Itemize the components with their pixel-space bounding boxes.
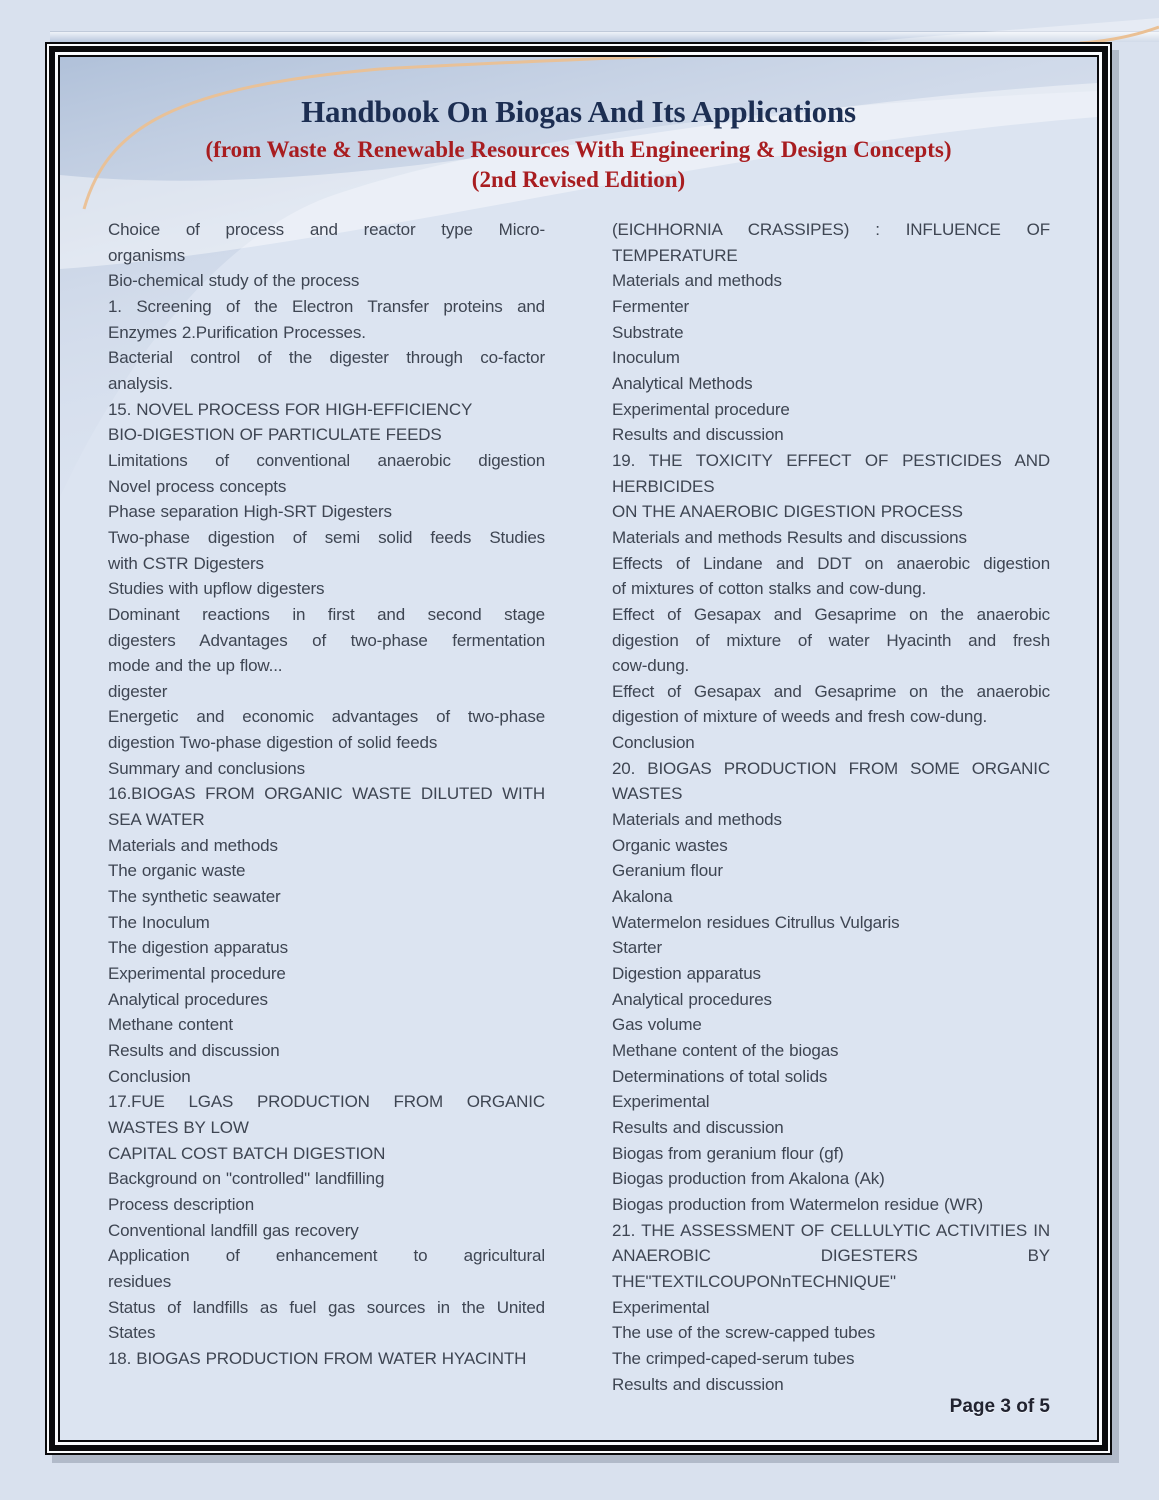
toc-line: mode and the up flow... — [108, 656, 283, 676]
toc-line: THE"TEXTILCOUPONnTECHNIQUE" — [612, 1271, 896, 1291]
toc-line: Application of enhancement to agricultural — [108, 1246, 545, 1266]
toc-line: Bio-chemical study of the process — [108, 271, 360, 291]
toc-line: WASTES — [612, 784, 683, 804]
toc-line: Digestion apparatus — [612, 964, 761, 984]
toc-line: Experimental procedure — [612, 399, 790, 419]
edition-line: (2nd Revised Edition) — [471, 167, 686, 192]
toc-line: States — [108, 1323, 156, 1343]
toc-line: Starter — [612, 938, 662, 958]
page-frame — [45, 42, 1112, 1455]
toc-line: ANAEROBIC DIGESTERS BY — [612, 1246, 1050, 1266]
toc-line: SEA WATER — [108, 810, 205, 830]
toc-line: Results and discussion — [612, 1374, 784, 1394]
toc-line: Akalona — [612, 887, 673, 907]
toc-line: The synthetic seawater — [108, 887, 281, 907]
toc-line: Fermenter — [612, 296, 690, 316]
toc-line: 17.FUE LGAS PRODUCTION FROM ORGANIC — [108, 1092, 545, 1112]
toc-line: BIO-DIGESTION OF PARTICULATE FEEDS — [108, 425, 442, 445]
toc-line: 18. BIOGAS PRODUCTION FROM WATER HYACINTH — [108, 1348, 527, 1368]
toc-line: Process description — [108, 1194, 254, 1214]
toc-line: The organic waste — [108, 861, 246, 881]
toc-line: 20. BIOGAS PRODUCTION FROM SOME ORGANIC — [612, 758, 1050, 778]
toc-line: Results and discussion — [108, 1041, 280, 1060]
toc-line: Methane content — [108, 1015, 233, 1035]
toc-line: Energetic and economic advantages of two-phase — [108, 707, 545, 727]
toc-line: Studies with upflow digesters — [108, 579, 325, 599]
toc-line: of mixtures of cotton stalks and cow-dung. — [612, 579, 927, 599]
page-frame-mid-border — [49, 46, 1108, 1451]
toc-line: Summary and conclusions — [108, 758, 305, 778]
toc-column-left — [108, 217, 545, 1397]
toc-line: Gas volume — [612, 1015, 702, 1035]
toc-line: The digestion apparatus — [108, 938, 288, 958]
toc-line: organisms — [108, 245, 186, 265]
toc-line: The Inoculum — [108, 912, 210, 932]
toc-line: Conclusion — [108, 1066, 191, 1086]
toc-line: residues — [108, 1271, 172, 1291]
toc-line: Inoculum — [612, 348, 680, 368]
toc-line: The use of the screw-capped tubes — [612, 1323, 876, 1343]
toc-line: Organic wastes — [612, 835, 728, 855]
toc-line: HERBICIDES — [612, 476, 715, 496]
toc-line: Choice of process and reactor type Micro- — [108, 220, 545, 239]
toc-line: Background on "controlled" landfilling — [108, 1169, 385, 1189]
toc-line: CAPITAL COST BATCH DIGESTION — [108, 1143, 386, 1163]
toc-line: Experimental — [612, 1297, 710, 1317]
page-title: Handbook On Biogas And Its Applications — [301, 94, 856, 129]
toc-line: Conclusion — [612, 733, 695, 753]
toc-line: TEMPERATURE — [612, 245, 738, 265]
toc-line: WASTES BY LOW — [108, 1117, 249, 1137]
toc-line: Novel process concepts — [108, 476, 287, 496]
toc-line: Watermelon residues Citrullus Vulgaris — [612, 912, 900, 932]
toc-line: Determinations of total solids — [612, 1066, 828, 1086]
toc-line: Effect of Gesapax and Gesaprime on the anaerobic — [612, 604, 1050, 624]
toc-line: Methane content of the biogas — [612, 1041, 839, 1060]
toc-line: Effects of Lindane and DDT on anaerobic digestion — [612, 553, 1050, 573]
toc-line: analysis. — [108, 373, 173, 393]
toc-line: Biogas production from Watermelon residue (WR) — [612, 1194, 983, 1214]
toc-line: Analytical procedures — [612, 989, 772, 1009]
toc-line: Enzymes 2.Purification Processes. — [108, 322, 366, 342]
toc-line: Bacterial control of the digester through co-factor — [108, 348, 545, 368]
toc-line: 15. NOVEL PROCESS FOR HIGH-EFFICIENCY — [108, 399, 473, 419]
toc-line: cow-dung. — [612, 656, 690, 676]
toc-line: digester — [108, 681, 168, 701]
toc-line: with CSTR Digesters — [108, 553, 264, 573]
toc-line: 1. Screening of the Electron Transfer proteins and — [108, 296, 545, 316]
toc-line: Effect of Gesapax and Gesaprime on the anaerobic — [612, 681, 1050, 701]
toc-columns — [108, 217, 1050, 1397]
toc-line: (EICHHORNIA CRASSIPES) : INFLUENCE OF — [612, 220, 1050, 239]
toc-line: Materials and methods — [612, 810, 782, 830]
toc-column-right — [612, 217, 1050, 1397]
page-subtitle: (from Waste & Renewable Resources With Engineering & Design Concepts) — [205, 137, 952, 162]
toc-line: Limitations of conventional anaerobic digestion — [108, 450, 545, 470]
toc-line: Analytical procedures — [108, 989, 268, 1009]
page-content-area — [58, 55, 1099, 1442]
toc-line: Materials and methods Results and discussions — [612, 527, 967, 547]
toc-line: Experimental — [612, 1092, 710, 1112]
toc-line: Conventional landfill gas recovery — [108, 1220, 359, 1240]
toc-line: Experimental procedure — [108, 964, 286, 984]
page-number-label: Page 3 of 5 — [949, 1396, 1050, 1417]
toc-line: digestion of mixture of water Hyacinth and fresh — [612, 630, 1050, 650]
toc-line: Results and discussion — [612, 1117, 784, 1137]
toc-line: Materials and methods — [108, 835, 278, 855]
toc-line: digesters Advantages of two-phase fermentation — [108, 630, 545, 650]
toc-line: 16.BIOGAS FROM ORGANIC WASTE DILUTED WITH — [108, 784, 545, 804]
toc-line: Geranium flour — [612, 861, 723, 881]
toc-line: Two-phase digestion of semi solid feeds Studies — [108, 527, 545, 547]
toc-line: Dominant reactions in first and second stage — [108, 604, 545, 624]
toc-line: Materials and methods — [612, 271, 782, 291]
toc-line: Results and discussion — [612, 425, 784, 445]
toc-line: Phase separation High-SRT Digesters — [108, 502, 392, 522]
toc-line: Substrate — [612, 322, 684, 342]
toc-line: digestion of mixture of weeds and fresh cow-dung. — [612, 707, 988, 727]
toc-line: 19. THE TOXICITY EFFECT OF PESTICIDES AND — [612, 450, 1050, 470]
toc-line: ON THE ANAEROBIC DIGESTION PROCESS — [612, 502, 963, 522]
toc-line: Biogas production from Akalona (Ak) — [612, 1169, 885, 1189]
toc-line: Analytical Methods — [612, 373, 753, 393]
toc-line: Status of landfills as fuel gas sources in the United — [108, 1297, 545, 1317]
toc-line: The crimped-caped-serum tubes — [612, 1348, 855, 1368]
header — [60, 57, 1097, 194]
toc-line: Biogas from geranium flour (gf) — [612, 1143, 844, 1163]
toc-line: digestion Two-phase digestion of solid feeds — [108, 733, 438, 753]
toc-line: 21. THE ASSESSMENT OF CELLULYTIC ACTIVITIES IN — [612, 1220, 1050, 1240]
